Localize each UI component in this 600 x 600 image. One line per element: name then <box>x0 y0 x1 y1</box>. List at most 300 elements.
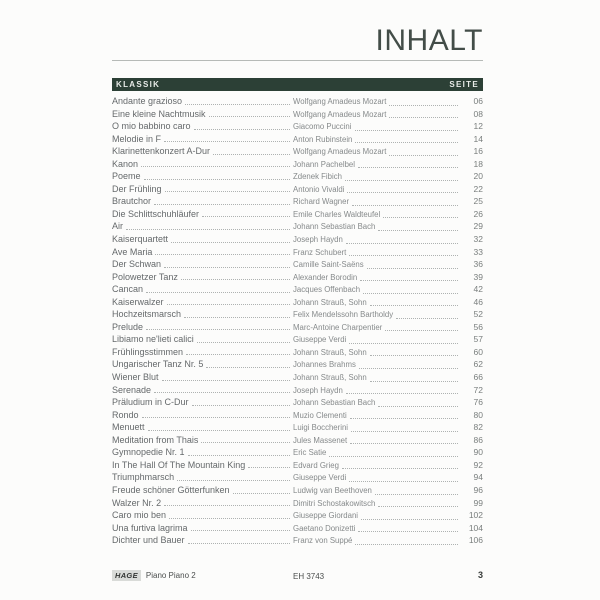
piece-title: Menuett <box>112 422 145 433</box>
composer-name: Felix Mendelssohn Bartholdy <box>293 310 394 320</box>
page-number: 82 <box>473 422 483 433</box>
composer-name: Jules Massenet <box>293 435 348 445</box>
composer-name: Johannes Brahms <box>293 360 356 370</box>
dot-leader <box>201 442 290 443</box>
page-number: 90 <box>473 447 483 458</box>
toc-row-right <box>293 195 483 209</box>
toc-row-left <box>112 220 293 233</box>
hage-logo: HAGE <box>112 570 141 581</box>
dot-leader <box>177 480 290 481</box>
toc-row-left <box>112 522 293 535</box>
composer-name: Marc-Antoine Charpentier <box>293 322 383 332</box>
toc-row-right <box>293 296 483 310</box>
toc-row <box>112 145 483 158</box>
dot-leader <box>367 268 458 269</box>
page-number: 106 <box>468 535 483 546</box>
dot-leader <box>359 368 458 369</box>
page-footer <box>112 570 483 584</box>
dot-leader <box>349 343 458 344</box>
dot-leader <box>126 229 290 230</box>
dot-leader <box>342 468 458 469</box>
page-number: 72 <box>473 384 483 395</box>
piece-title: Cancan <box>112 284 144 295</box>
dot-leader <box>389 117 458 118</box>
dot-leader <box>141 166 290 167</box>
toc-row-right <box>293 409 483 423</box>
toc-row <box>112 358 483 371</box>
publisher-block <box>112 570 196 581</box>
toc-row-right <box>293 384 483 398</box>
toc-row-right <box>293 120 483 134</box>
toc-row-left <box>112 158 293 171</box>
page-number: 86 <box>473 434 483 445</box>
dot-leader <box>378 506 458 507</box>
dot-leader <box>144 179 290 180</box>
footer-page-number: 3 <box>477 570 483 580</box>
toc-row-right <box>293 233 483 247</box>
toc-row-right <box>293 333 483 347</box>
toc-row-left <box>112 358 293 371</box>
piece-title: Ungarischer Tanz Nr. 5 <box>112 359 204 370</box>
toc-row-right <box>293 208 483 222</box>
composer-name: Dimitri Schostakowitsch <box>293 498 376 508</box>
page-number: 12 <box>473 121 483 132</box>
dot-leader <box>188 455 290 456</box>
page-title: INHALT <box>375 24 483 57</box>
toc-row-right <box>293 346 483 360</box>
dot-leader <box>363 293 458 294</box>
page-number: 26 <box>473 208 483 219</box>
toc-row <box>112 497 483 510</box>
dot-leader <box>192 405 290 406</box>
toc-row-right <box>293 95 483 109</box>
page-number: 76 <box>473 397 483 408</box>
dot-leader <box>351 431 458 432</box>
toc-row-left <box>112 233 293 246</box>
toc-row <box>112 371 483 384</box>
dot-leader <box>184 317 290 318</box>
piece-title: Kaiserwalzer <box>112 296 164 307</box>
dot-leader <box>347 192 458 193</box>
dot-leader <box>385 330 458 331</box>
toc-row-left <box>112 246 293 259</box>
toc-row <box>112 258 483 271</box>
composer-name: Alexander Borodin <box>293 272 358 282</box>
dot-leader <box>248 467 290 468</box>
toc-row-right <box>293 371 483 385</box>
toc-row <box>112 484 483 497</box>
section-label-seite: SEITE <box>449 80 479 89</box>
toc-row <box>112 446 483 459</box>
piece-title: Walzer Nr. 2 <box>112 497 162 508</box>
page-number: 08 <box>473 108 483 119</box>
toc-row-left <box>112 434 293 447</box>
page-number: 32 <box>473 234 483 245</box>
page-number: 18 <box>473 158 483 169</box>
piece-title: Polowetzer Tanz <box>112 271 178 282</box>
piece-title: Meditation from Thais <box>112 434 199 445</box>
piece-title: Triumphmarsch <box>112 472 175 483</box>
toc-row-left <box>112 308 293 321</box>
dot-leader <box>378 230 458 231</box>
dot-leader <box>345 180 458 181</box>
piece-title: Kaiserquartett <box>112 234 169 245</box>
composer-name: Richard Wagner <box>293 197 350 207</box>
dot-leader <box>209 116 290 117</box>
composer-name: Giuseppe Verdi <box>293 335 347 345</box>
dot-leader <box>206 367 290 368</box>
composer-name: Gaetano Donizetti <box>293 523 356 533</box>
dot-leader <box>378 406 458 407</box>
dot-leader <box>329 456 458 457</box>
toc-row-right <box>293 509 483 523</box>
toc-row-left <box>112 497 293 510</box>
toc-row-right <box>293 271 483 285</box>
dot-leader <box>146 329 290 330</box>
toc-row-right <box>293 145 483 159</box>
toc-row <box>112 296 483 309</box>
toc-row-right <box>293 258 483 272</box>
piece-title: Rondo <box>112 409 139 420</box>
page-number: 39 <box>473 271 483 282</box>
dot-leader <box>191 530 290 531</box>
page-number: 57 <box>473 334 483 345</box>
page-number: 60 <box>473 346 483 357</box>
dot-leader <box>349 255 458 256</box>
page-number: 16 <box>473 146 483 157</box>
page-number: 29 <box>473 221 483 232</box>
dot-leader <box>155 254 290 255</box>
toc-row <box>112 333 483 346</box>
composer-name: Franz von Suppé <box>293 536 353 546</box>
composer-name: Joseph Haydn <box>293 385 343 395</box>
toc-row-left <box>112 346 293 359</box>
piece-title: Air <box>112 221 123 232</box>
toc-row-left <box>112 183 293 196</box>
toc-row-left <box>112 446 293 459</box>
toc-row <box>112 459 483 472</box>
piece-title: Brautchor <box>112 196 152 207</box>
dot-leader <box>188 543 290 544</box>
dot-leader <box>167 304 290 305</box>
toc-row <box>112 321 483 334</box>
dot-leader <box>375 494 458 495</box>
toc-row <box>112 208 483 221</box>
toc-row-right <box>293 497 483 511</box>
page-number: 36 <box>473 259 483 270</box>
page-number: 96 <box>473 484 483 495</box>
series-title: Piano Piano 2 <box>145 571 196 580</box>
toc-row-right <box>293 421 483 435</box>
dot-leader <box>389 105 458 106</box>
dot-leader <box>361 519 458 520</box>
dot-leader <box>352 205 458 206</box>
toc-row <box>112 409 483 422</box>
page-number: 104 <box>468 522 483 533</box>
dot-leader <box>350 443 458 444</box>
page-number: 94 <box>473 472 483 483</box>
toc-row-left <box>112 195 293 208</box>
piece-title: Wiener Blut <box>112 372 159 383</box>
page-number: 92 <box>473 459 483 470</box>
composer-name: Johann Strauß, Sohn <box>293 297 367 307</box>
page-number: 42 <box>473 284 483 295</box>
dot-leader <box>169 518 290 519</box>
piece-title: O mio babbino caro <box>112 121 191 132</box>
composer-name: Johann Pachelbel <box>293 159 355 169</box>
toc-row-left <box>112 296 293 309</box>
composer-name: Anton Rubinstein <box>293 134 353 144</box>
composer-name: Eric Satie <box>293 448 327 458</box>
toc-row-right <box>293 534 483 548</box>
composer-name: Luigi Boccherini <box>293 423 349 433</box>
composer-name: Johann Strauß, Sohn <box>293 373 367 383</box>
toc-row <box>112 120 483 133</box>
piece-title: Libiamo ne'lieti calici <box>112 334 194 345</box>
piece-title: Der Schwan <box>112 259 162 270</box>
dot-leader <box>164 141 290 142</box>
piece-title: Andante grazioso <box>112 96 183 106</box>
toc-row <box>112 509 483 522</box>
toc-row-left <box>112 133 293 146</box>
dot-leader <box>197 342 290 343</box>
composer-name: Jacques Offenbach <box>293 285 361 295</box>
piece-title: Serenade <box>112 384 152 395</box>
dot-leader <box>389 155 458 156</box>
page-number: 25 <box>473 196 483 207</box>
composer-name: Johann Sebastian Bach <box>293 222 376 232</box>
toc-row <box>112 384 483 397</box>
page-number: 33 <box>473 246 483 257</box>
toc-row <box>112 233 483 246</box>
dot-leader <box>370 305 458 306</box>
page-number: 80 <box>473 409 483 420</box>
toc-row-left <box>112 534 293 547</box>
composer-name: Edvard Grieg <box>293 460 339 470</box>
toc-row <box>112 246 483 259</box>
composer-name: Zdenek Fibich <box>293 172 342 182</box>
title-rule <box>112 60 483 61</box>
table-of-contents <box>112 95 483 547</box>
toc-row-left <box>112 484 293 497</box>
piece-title: Melodie in F <box>112 133 162 144</box>
composer-name: Johann Strauß, Sohn <box>293 347 367 357</box>
section-label-klassik: KLASSIK <box>116 80 161 89</box>
dot-leader <box>162 380 290 381</box>
toc-row-right <box>293 133 483 147</box>
composer-name: Camille Saint-Saëns <box>293 260 364 270</box>
piece-title: Caro mio ben <box>112 510 167 521</box>
toc-row-left <box>112 258 293 271</box>
toc-row-right <box>293 484 483 498</box>
dot-leader <box>164 505 290 506</box>
page-number: 06 <box>473 96 483 106</box>
toc-row-left <box>112 396 293 409</box>
dot-leader <box>185 104 290 105</box>
toc-row-right <box>293 158 483 172</box>
dot-leader <box>213 154 290 155</box>
piece-title: Der Frühling <box>112 183 162 194</box>
toc-row <box>112 95 483 108</box>
toc-row <box>112 183 483 196</box>
toc-row-right <box>293 220 483 234</box>
piece-title: Präludium in C-Dur <box>112 397 189 408</box>
toc-row-left <box>112 509 293 522</box>
page-number: 66 <box>473 372 483 383</box>
composer-name: Johann Sebastian Bach <box>293 398 376 408</box>
page-number: 46 <box>473 296 483 307</box>
dot-leader <box>358 167 458 168</box>
composer-name: Wolfgang Amadeus Mozart <box>293 97 387 106</box>
toc-row-right <box>293 434 483 448</box>
piece-title: Eine kleine Nachtmusik <box>112 108 206 119</box>
toc-row-left <box>112 120 293 133</box>
dot-leader <box>154 204 290 205</box>
toc-row <box>112 133 483 146</box>
piece-title: Frühlingsstimmen <box>112 346 184 357</box>
toc-row <box>112 170 483 183</box>
toc-row-right <box>293 170 483 184</box>
toc-row-right <box>293 108 483 122</box>
toc-row <box>112 396 483 409</box>
dot-leader <box>355 130 459 131</box>
dot-leader <box>164 267 290 268</box>
catalog-number: EH 3743 <box>293 572 325 581</box>
toc-row-right <box>293 446 483 460</box>
composer-name: Joseph Haydn <box>293 235 343 245</box>
section-header-bar <box>112 78 483 91</box>
toc-row-left <box>112 371 293 384</box>
toc-row <box>112 522 483 535</box>
dot-leader <box>370 381 458 382</box>
dot-leader <box>396 318 458 319</box>
composer-name: Ludwig van Beethoven <box>293 485 372 495</box>
toc-row <box>112 108 483 121</box>
toc-row <box>112 283 483 296</box>
composer-name: Franz Schubert <box>293 247 347 257</box>
page-number: 52 <box>473 309 483 320</box>
piece-title: Poeme <box>112 171 141 182</box>
dot-leader <box>142 417 290 418</box>
toc-row-left <box>112 421 293 434</box>
dot-leader <box>355 142 458 143</box>
piece-title: Freude schöner Götterfunken <box>112 484 230 495</box>
toc-row-left <box>112 459 293 472</box>
toc-row-left <box>112 208 293 221</box>
dot-leader <box>360 280 458 281</box>
toc-row <box>112 195 483 208</box>
composer-name: Giuseppe Giordani <box>293 511 359 521</box>
dot-leader <box>350 418 458 419</box>
dot-leader <box>194 129 290 130</box>
page-number: 22 <box>473 183 483 194</box>
toc-row <box>112 308 483 321</box>
toc-row-left <box>112 170 293 183</box>
dot-leader <box>346 243 458 244</box>
composer-name: Giuseppe Verdi <box>293 473 347 483</box>
composer-name: Muzio Clementi <box>293 410 347 420</box>
toc-row-left <box>112 108 293 121</box>
piece-title: Gymnopedie Nr. 1 <box>112 447 185 458</box>
piece-title: In The Hall Of The Mountain King <box>112 459 246 470</box>
toc-row <box>112 471 483 484</box>
dot-leader <box>186 354 290 355</box>
toc-row-left <box>112 271 293 284</box>
toc-row <box>112 220 483 233</box>
toc-row-left <box>112 321 293 334</box>
page-number: 56 <box>473 321 483 332</box>
page-number: 62 <box>473 359 483 370</box>
toc-row-left <box>112 333 293 346</box>
dot-leader <box>233 493 290 494</box>
toc-row-left <box>112 384 293 397</box>
piece-title: Ave Maria <box>112 246 153 257</box>
toc-row-right <box>293 471 483 485</box>
toc-row-right <box>293 308 483 322</box>
piece-title: Kanon <box>112 158 139 169</box>
dot-leader <box>146 292 290 293</box>
dot-leader <box>181 279 290 280</box>
composer-name: Antonio Vivaldi <box>293 184 345 194</box>
page-number: 102 <box>468 510 483 521</box>
toc-row <box>112 346 483 359</box>
dot-leader <box>358 531 458 532</box>
toc-row <box>112 434 483 447</box>
toc-row-right <box>293 522 483 536</box>
composer-name: Wolfgang Amadeus Mozart <box>293 147 387 157</box>
page-number: 20 <box>473 171 483 182</box>
piece-title: Hochzeitsmarsch <box>112 309 182 320</box>
toc-row-left <box>112 95 293 108</box>
toc-row-right <box>293 396 483 410</box>
piece-title: Una furtiva lagrima <box>112 522 188 533</box>
dot-leader <box>165 191 290 192</box>
composer-name: Wolfgang Amadeus Mozart <box>293 109 387 119</box>
dot-leader <box>349 481 458 482</box>
piece-title: Klarinettenkonzert A-Dur <box>112 146 211 157</box>
piece-title: Die Schlittschuhläufer <box>112 208 200 219</box>
toc-row-right <box>293 246 483 260</box>
toc-row-left <box>112 409 293 422</box>
dot-leader <box>355 544 458 545</box>
page-number: 14 <box>473 133 483 144</box>
toc-row-left <box>112 145 293 158</box>
piece-title: Dichter und Bauer <box>112 535 185 546</box>
toc-row-right <box>293 283 483 297</box>
page-number: 99 <box>473 497 483 508</box>
dot-leader <box>370 355 458 356</box>
composer-name: Giacomo Puccini <box>293 122 352 132</box>
dot-leader <box>148 430 290 431</box>
dot-leader <box>346 393 458 394</box>
toc-row-left <box>112 471 293 484</box>
toc-row-right <box>293 459 483 473</box>
piece-title: Prelude <box>112 321 144 332</box>
toc-row-right <box>293 358 483 372</box>
toc-row-left <box>112 283 293 296</box>
dot-leader <box>202 216 290 217</box>
composer-name: Emile Charles Waldteufel <box>293 209 381 219</box>
toc-row <box>112 534 483 547</box>
toc-row <box>112 421 483 434</box>
dot-leader <box>154 392 290 393</box>
dot-leader <box>171 242 290 243</box>
dot-leader <box>383 217 458 218</box>
toc-row <box>112 158 483 171</box>
toc-row-right <box>293 321 483 335</box>
toc-row <box>112 271 483 284</box>
toc-row-right <box>293 183 483 197</box>
